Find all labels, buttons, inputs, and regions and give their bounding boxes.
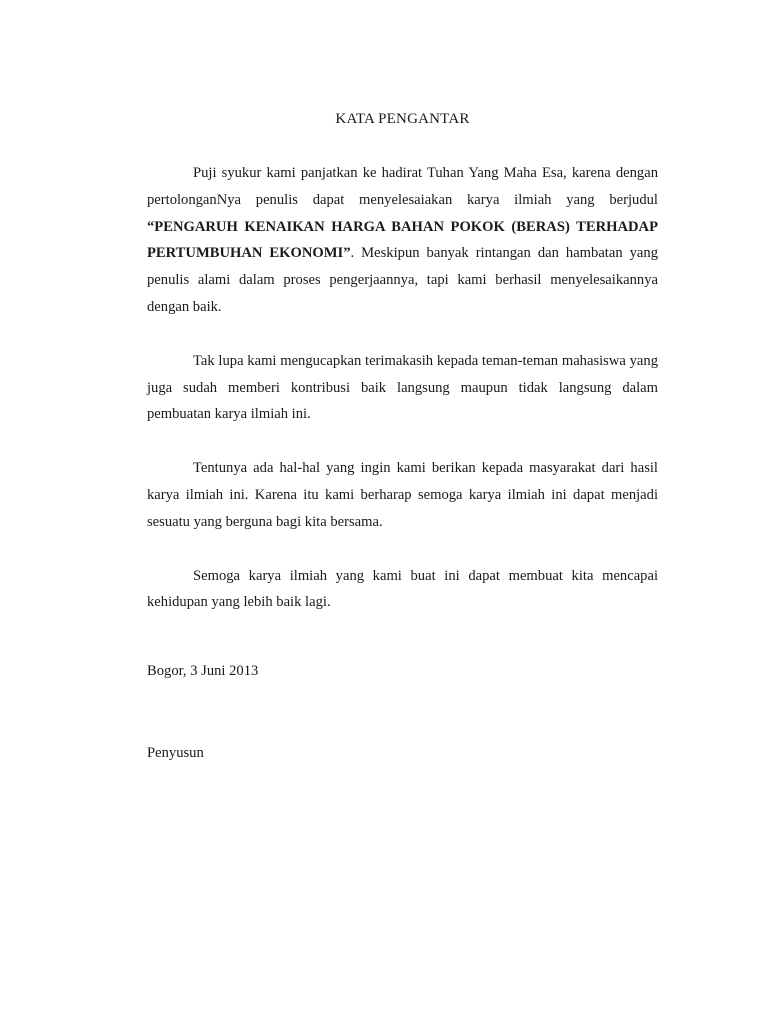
paragraph-opening-rest: . Meskipun banyak rintangan dan hambatan yang penulis alami dalam proses pengerjaannya, tapi kami berhasil menyelesaikannya dengan baik. xyxy=(147,245,658,315)
document-page xyxy=(147,106,658,761)
place-date: Bogor, 3 Juni 2013 xyxy=(147,663,259,679)
paragraph-opening xyxy=(147,160,658,321)
paragraph-closing: Semoga karya ilmiah yang kami buat ini dapat membuat kita mencapai kehidupan yang lebih baik lagi. xyxy=(147,567,658,611)
document-title: KATA PENGANTAR xyxy=(335,111,470,127)
signer: Penyusun xyxy=(147,745,204,761)
paragraph-opening-text: Puji syukur kami panjatkan ke hadirat Tuhan Yang Maha Esa, karena dengan pertolonganNya penulis dapat menyelesaiakan karya ilmiah yang berjudul xyxy=(147,165,658,208)
paragraph-hope: Tentunya ada hal-hal yang ingin kami berikan kepada masyarakat dari hasil karya ilmiah ini. Karena itu kami berharap semoga karya ilmiah ini dapat menjadi sesuatu yang berguna bagi kita bersama. xyxy=(147,460,658,530)
paragraph-thanks: Tak lupa kami mengucapkan terimakasih kepada teman-teman mahasiswa yang juga sudah memberi kontribusi baik langsung maupun tidak langsung dalam pembuatan karya ilmiah ini. xyxy=(147,352,658,423)
research-title: “PENGARUH KENAIKAN HARGA BAHAN POKOK (BERAS) TERHADAP PERTUMBUHAN EKONOMI” xyxy=(147,218,658,262)
